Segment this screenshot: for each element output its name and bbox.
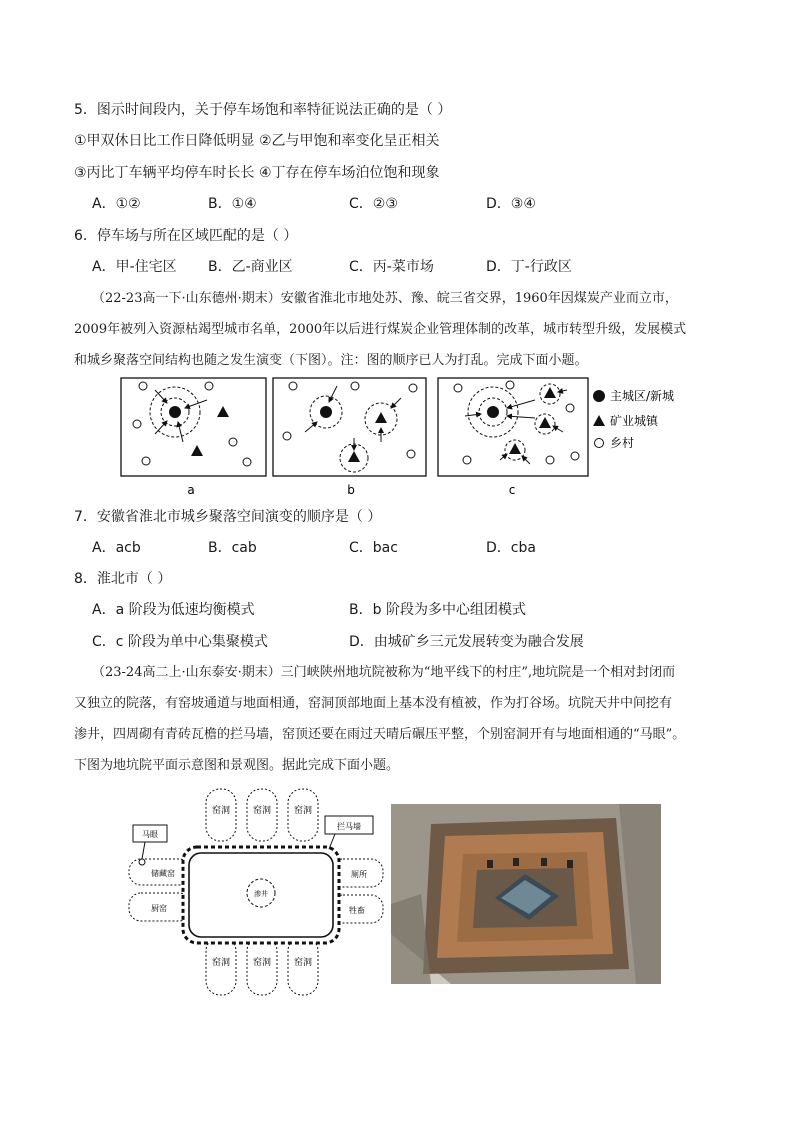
legend-mining: 矿业城镇 — [610, 414, 659, 428]
storage-cave: 储藏窑 — [151, 869, 175, 878]
q6-option-d[interactable]: D．丁-行政区 — [486, 259, 572, 275]
bottom-cave-3: 窑洞 — [293, 958, 313, 968]
livestock-room: 牲畜 — [349, 906, 365, 915]
well-label: 渗井 — [254, 890, 268, 898]
q7-option-b[interactable]: B．cab — [208, 540, 257, 556]
legend-city: 主城区/新城 — [610, 389, 675, 403]
figure-legend — [593, 389, 674, 450]
toilet-room: 厕所 — [351, 870, 367, 879]
top-cave-3: 窑洞 — [293, 806, 313, 816]
q6-option-b[interactable]: B．乙-商业区 — [208, 259, 293, 275]
mining-town-icon — [217, 406, 229, 417]
q5-stem: 5．图示时间段内，关于停车场饱和率特征说法正确的是（ ） — [74, 102, 452, 118]
legend-mining-icon — [593, 415, 605, 426]
top-cave-2: 窑洞 — [252, 806, 272, 816]
q6-stem: 6．停车场与所在区域匹配的是（ ） — [74, 228, 298, 244]
passage2-line2: 又独立的院落，有窑坡通道与地面相通，窑洞顶部地面上基本没有植被，作为打谷场。坑院天井中间挖有 — [74, 696, 673, 711]
q7-stem: 7．安徽省淮北市城乡聚落空间演变的顺序是（ ） — [74, 509, 382, 525]
q5-option-d[interactable]: D．③④ — [486, 196, 536, 212]
panel-label-b: b — [347, 483, 355, 497]
mining-town-icon — [539, 417, 551, 428]
panel-a — [121, 378, 266, 497]
panel-label-a: a — [187, 483, 195, 497]
mayan-label: 马眼 — [142, 830, 158, 839]
settlement-evolution-figure — [115, 372, 685, 500]
mining-town-icon — [544, 387, 556, 398]
q5-option-c[interactable]: C．②③ — [349, 196, 398, 212]
q7-option-a[interactable]: A．acb — [92, 540, 141, 556]
top-cave-1: 窑洞 — [211, 806, 231, 816]
legend-village-icon — [595, 439, 604, 448]
q8-option-b[interactable]: B．b 阶段为多中心组团模式 — [349, 602, 526, 618]
main-city-icon — [169, 406, 181, 418]
main-city-icon — [320, 406, 332, 418]
panel-c — [438, 378, 588, 497]
courtyard-plan-diagram — [125, 785, 385, 1000]
bottom-cave-2: 窑洞 — [252, 958, 272, 968]
wall-label: 拦马墙 — [337, 822, 361, 831]
q6-option-a[interactable]: A．甲-住宅区 — [92, 259, 177, 275]
passage1-line2: 2009年被列入资源枯竭型城市名单，2000年以后进行煤炭企业管理体制的改革，城市转型升级，发展模式 — [74, 322, 687, 337]
q5-statements-1: ①甲双休日比工作日降低明显 ②乙与甲饱和率变化呈正相关 — [74, 133, 440, 149]
mining-town-icon — [509, 443, 521, 454]
passage1-line1: （22-23高一下·山东德州·期末）安徽省淮北市地处苏、豫、皖三省交界，1960年因煤炭产业而立市， — [92, 291, 678, 306]
bottom-cave-1: 窑洞 — [211, 958, 231, 968]
q8-option-d[interactable]: D．由城矿乡三元发展转变为融合发展 — [349, 634, 584, 650]
q7-option-d[interactable]: D．cba — [486, 540, 536, 556]
mining-town-icon — [348, 451, 360, 462]
kitchen-cave: 厨窑 — [151, 904, 167, 913]
passage2-line4: 下图为地坑院平面示意图和景观图。据此完成下面小题。 — [74, 758, 400, 773]
passage1-line3: 和城乡聚落空间结构也随之发生演变（下图）。注：图的顺序已人为打乱。完成下面小题。 — [74, 353, 588, 368]
q5-option-b[interactable]: B．①④ — [208, 196, 257, 212]
q8-stem: 8．淮北市（ ） — [74, 571, 172, 587]
legend-village: 乡村 — [610, 436, 635, 450]
main-city-icon — [487, 406, 499, 418]
q7-option-c[interactable]: C．bac — [349, 540, 398, 556]
mining-town-icon — [375, 412, 387, 423]
q6-option-c[interactable]: C．丙-菜市场 — [349, 259, 434, 275]
courtyard-aerial-photo — [391, 804, 661, 984]
q5-option-a[interactable]: A．①② — [92, 196, 141, 212]
legend-city-icon — [593, 390, 605, 402]
panel-b — [273, 378, 426, 497]
q5-statements-2: ③丙比丁车辆平均停车时长长 ④丁存在停车场泊位饱和现象 — [74, 165, 440, 181]
q8-option-a[interactable]: A．a 阶段为低速均衡模式 — [92, 602, 255, 618]
passage2-line1: （23-24高二上·山东泰安·期末）三门峡陕州地坑院被称为“地平线下的村庄”,地坑院是一个相对封闭而 — [92, 665, 676, 680]
mining-town-icon — [191, 445, 203, 456]
passage2-line3: 渗井，四周砌有青砖瓦檐的拦马墙，窑顶还要在雨过天晴后碾压平整，个别窑洞开有与地面相通的“马眼”。 — [74, 727, 686, 742]
panel-label-c: c — [508, 483, 516, 497]
q8-option-c[interactable]: C．c 阶段为单中心集聚模式 — [92, 634, 268, 650]
